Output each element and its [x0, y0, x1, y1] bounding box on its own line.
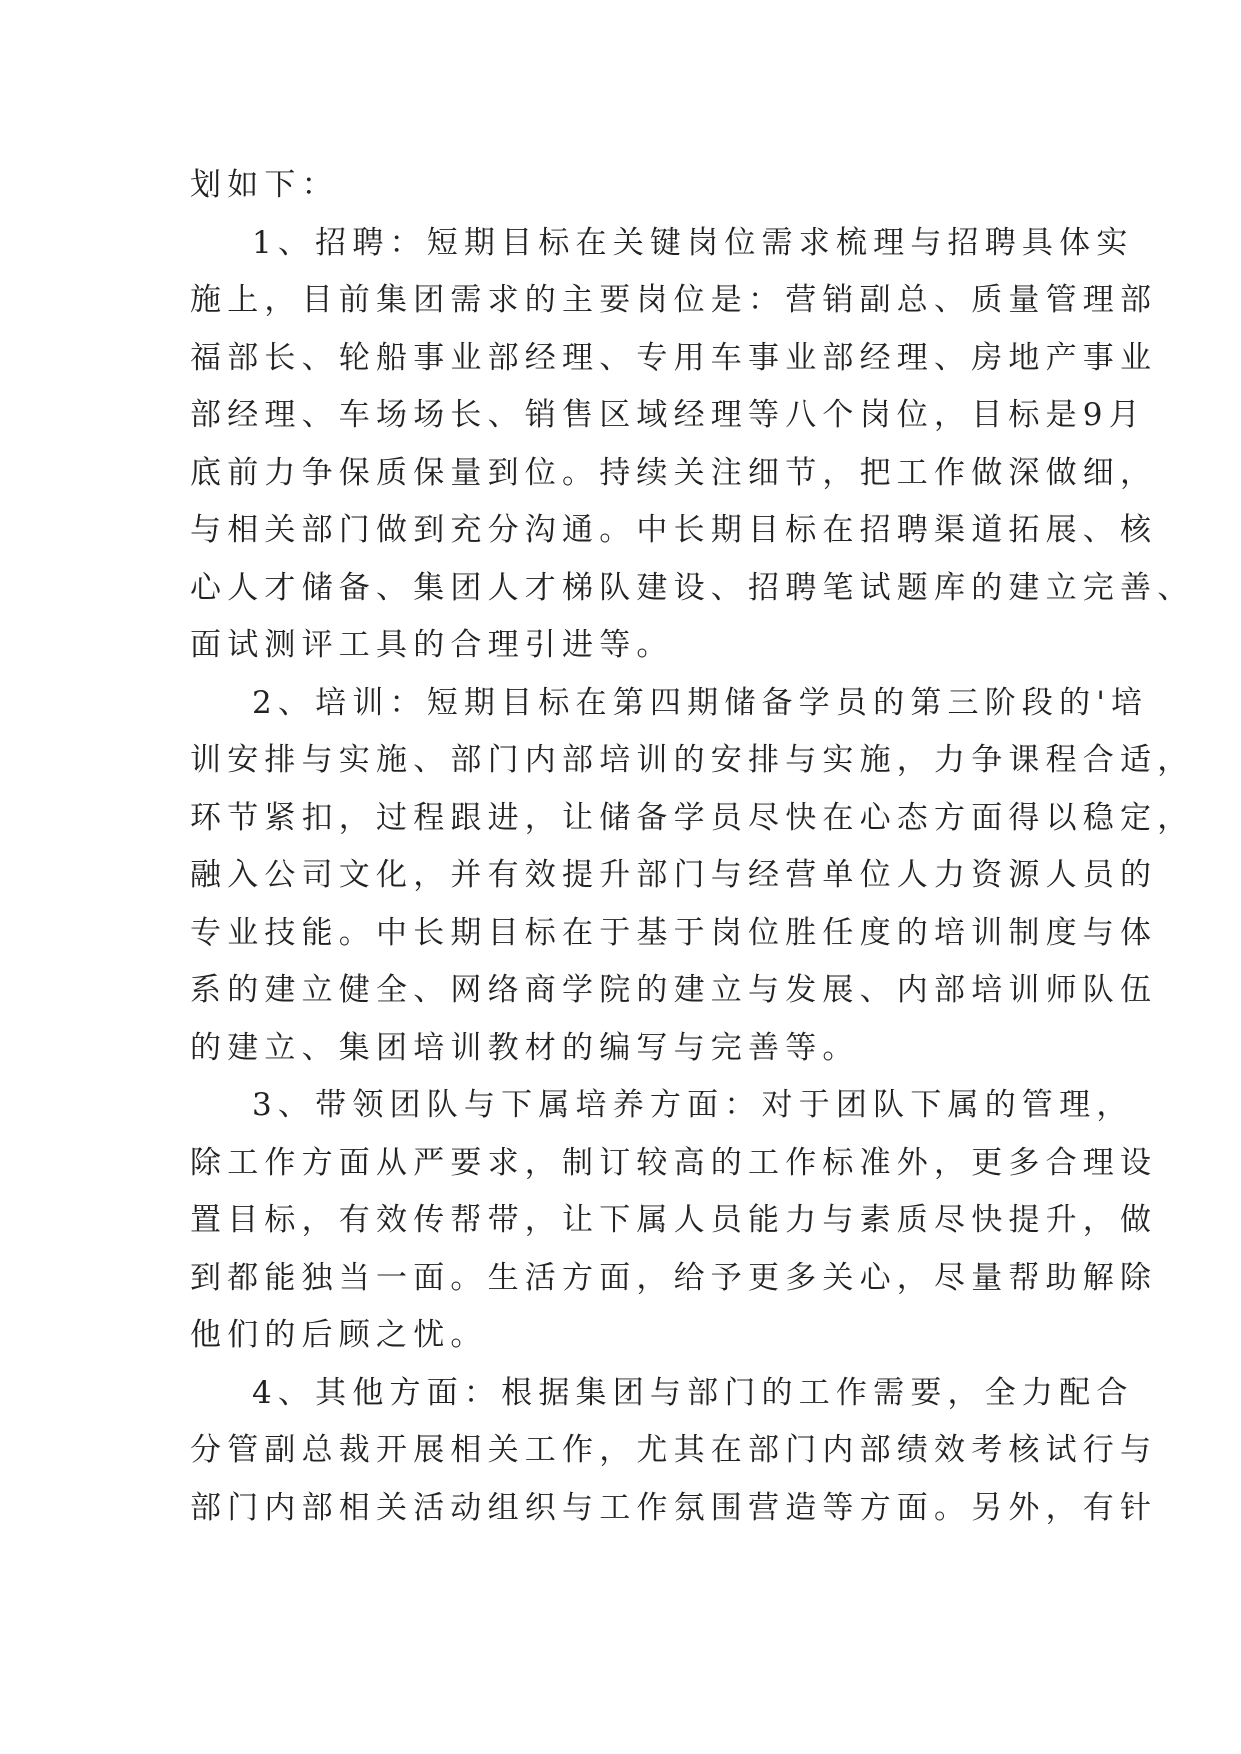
text-line: 划如下： [190, 167, 339, 203]
text-line: 底前力争保质保量到位。持续关注细节，把工作做深做细， [190, 454, 1158, 491]
text-line: 到都能独当一面。生活方面，给予更多关心，尽量帮助解除 [190, 1259, 1158, 1296]
text-line: 他们的后顾之忧。 [190, 1317, 488, 1353]
text-line: 置目标，有效传帮带，让下属人员能力与素质尽快提升，做 [190, 1202, 1158, 1238]
paragraph-1-first-line: 1、招聘：短期目标在关键岗位需求梳理与招聘具体实 [252, 224, 1134, 261]
text-line: 心人才储备、集团人才梯队建设、招聘笔试题库的建立完善、 [190, 569, 1195, 606]
text-line: 部经理、车场场长、销售区域经理等八个岗位，目标是9月 [190, 397, 1146, 433]
text-line: 福部长、轮船事业部经理、专用车事业部经理、房地产事业 [190, 339, 1158, 376]
text-line: 的建立、集团培训教材的编写与完善等。 [190, 1029, 860, 1066]
text-line: 环节紧扣，过程跟进，让储备学员尽快在心态方面得以稳定， [190, 799, 1195, 836]
text-line: 系的建立健全、网络商学院的建立与发展、内部培训师队伍 [190, 972, 1158, 1008]
paragraph-4-first-line: 4、其他方面：根据集团与部门的工作需要，全力配合 [252, 1374, 1134, 1411]
document-body [190, 157, 1195, 1537]
text-line: 面试测评工具的合理引进等。 [190, 627, 674, 663]
text-line: 分管副总裁开展相关工作，尤其在部门内部绩效考核试行与 [190, 1432, 1158, 1468]
text-line: 融入公司文化，并有效提升部门与经营单位人力资源人员的 [190, 857, 1158, 893]
text-line: 施上，目前集团需求的主要岗位是：营销副总、质量管理部 [190, 282, 1158, 318]
paragraph-2-first-line: 2、培训：短期目标在第四期储备学员的第三阶段的'培 [252, 684, 1149, 721]
text-line: 与相关部门做到充分沟通。中长期目标在招聘渠道拓展、核 [190, 512, 1158, 548]
text-line: 专业技能。中长期目标在于基于岗位胜任度的培训制度与体 [190, 914, 1158, 951]
paragraph-3-first-line: 3、带领团队与下属培养方面：对于团队下属的管理， [252, 1087, 1134, 1123]
text-line: 部门内部相关活动组织与工作氛围营造等方面。另外，有针 [190, 1489, 1158, 1526]
text-line: 除工作方面从严要求，制订较高的工作标准外，更多合理设 [190, 1144, 1158, 1181]
text-line: 训安排与实施、部门内部培训的安排与实施，力争课程合适， [190, 742, 1195, 778]
